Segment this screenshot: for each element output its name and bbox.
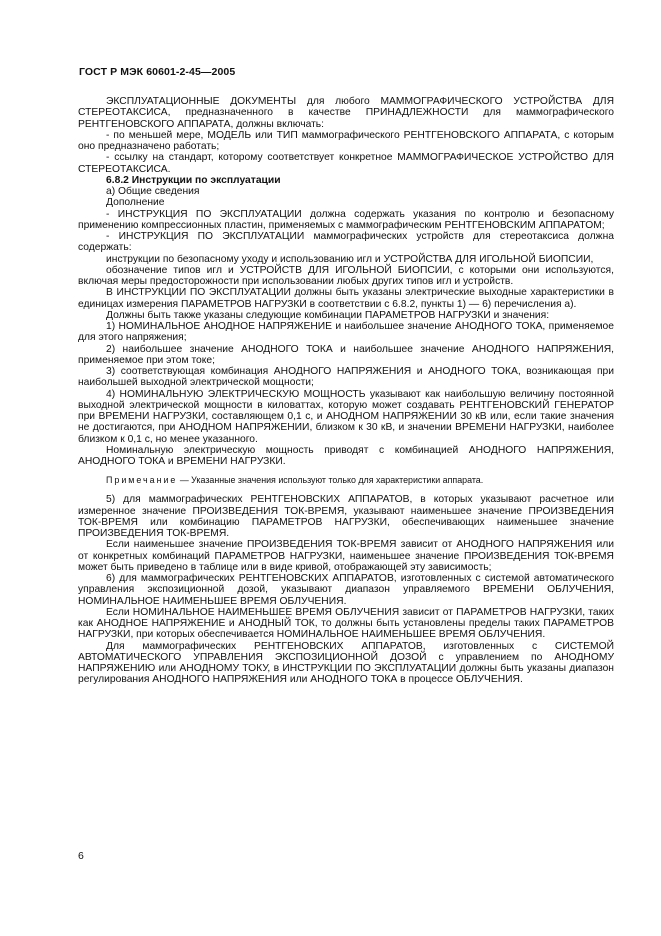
paragraph: 5) для маммографических РЕНТГЕНОВСКИХ АППАРАТОВ, в которых указывают расчетное или измеренное значение ПРОИЗВЕДЕНИЯ ТОК-ВРЕМЯ, указывают наименьшее значение ПРОИЗВЕДЕНИЯ ТОК-ВРЕМЯ или комбинацию ПАРАМЕТРОВ НАГРУЗКИ, обеспечивающих наименьшее значение ПРОИЗВЕДЕНИЯ ТОК-ВРЕМЯ.: [78, 494, 614, 539]
paragraph: - ИНСТРУКЦИЯ ПО ЭКСПЛУАТАЦИИ маммографических устройств для стереотаксиса должна содержать:: [78, 231, 614, 254]
paragraph: Дополнение: [106, 197, 165, 209]
paragraph: 6) для маммографических РЕНТГЕНОВСКИХ АППАРАТОВ, изготовленных с системой автоматического управления экспозиционной дозой, указывают диапазон управляемого ВРЕМЕНИ ОБЛУЧЕНИЯ, НОМИНАЛЬНОЕ НАИМЕНЬШЕЕ ВРЕМЯ ОБЛУЧЕНИЯ.: [78, 573, 614, 607]
paragraph: 2) наибольшее значение АНОДНОГО ТОКА и наибольшее значение АНОДНОГО НАПРЯЖЕНИЯ, применяемое при этом токе;: [78, 343, 614, 366]
section-heading: 6.8.2 Инструкции по эксплуатации: [106, 174, 281, 186]
paragraph: инструкции по безопасному уходу и использованию игл и УСТРОЙСТВА ДЛЯ ИГОЛЬНОЙ БИОПСИИ,: [106, 253, 594, 265]
paragraph: а) Общие сведения: [106, 186, 200, 197]
document-header: ГОСТ Р МЭК 60601-2-45—2005: [79, 66, 236, 78]
paragraph: Для маммографических РЕНТГЕНОВСКИХ АППАРАТОВ, изготовленных с СИСТЕМОЙ АВТОМАТИЧЕСКОГО УПРАВЛЕНИЯ ЭКСПОЗИЦИОННОЙ ДОЗОЙ с управлением по АНОДНОМУ НАПРЯЖЕНИЮ или АНОДНОМУ ТОКУ, в ИНСТРУКЦИИ ПО ЭКСПЛУАТАЦИИ должны быть указаны диапазон регулирования АНОДНОГО НАПРЯЖЕНИЯ или АНОДНОГО ТОКА в процессе ОБЛУЧЕНИЯ.: [78, 640, 614, 686]
paragraph: Должны быть также указаны следующие комбинации ПАРАМЕТРОВ НАГРУЗКИ и значения:: [106, 309, 550, 321]
paragraph: Если наименьшее значение ПРОИЗВЕДЕНИЯ ТОК-ВРЕМЯ зависит от АНОДНОГО НАПРЯЖЕНИЯ или от конкретных комбинаций ПАРАМЕТРОВ НАГРУЗКИ, наименьшее значение ПРОИЗВЕДЕНИЯ ТОК-ВРЕМЯ может быть приведено в таблице или в виде кривой, отображающей эту зависимость;: [78, 539, 614, 573]
paragraph: 1) НОМИНАЛЬНОЕ АНОДНОЕ НАПРЯЖЕНИЕ и наибольшее значение АНОДНОГО ТОКА, применяемое для этого напряжения;: [78, 321, 614, 344]
paragraph: 3) соответствующая комбинация АНОДНОГО НАПРЯЖЕНИЯ и АНОДНОГО ТОКА, возникающая при наибольшей выходной электрической мощности;: [78, 366, 614, 389]
page-number: 6: [78, 850, 84, 862]
document-body: [78, 96, 614, 686]
paragraph: Номинальную электрическую мощность приводят с комбинацией АНОДНОГО НАПРЯЖЕНИЯ, АНОДНОГО ТОКА и ВРЕМЕНИ НАГРУЗКИ.: [78, 444, 614, 467]
paragraph: - ссылку на стандарт, которому соответствует конкретное МАММОГРАФИЧЕСКОЕ УСТРОЙСТВО ДЛЯ СТЕРЕОТАКСИСА.: [78, 152, 614, 175]
paragraph: - по меньшей мере, МОДЕЛЬ или ТИП маммографического РЕНТГЕНОВСКОГО АППАРАТА, с которым оно предназначено работать;: [78, 129, 614, 152]
note-label: Примечание: [106, 475, 178, 486]
paragraph: ЭКСПЛУАТАЦИОННЫЕ ДОКУМЕНТЫ для любого МАММОГРАФИЧЕСКОГО УСТРОЙСТВА ДЛЯ СТЕРЕОТАКСИСА, предназначенного в качестве ПРИНАДЛЕЖНОСТИ для маммографического РЕНТГЕНОВСКОГО АППАРАТА, должны включать:: [78, 96, 614, 130]
paragraph: - ИНСТРУКЦИЯ ПО ЭКСПЛУАТАЦИИ должна содержать указания по контролю и безопасному применению компрессионных пластин, применяемых с маммографическим РЕНТГЕНОВСКИМ АППАРАТОМ;: [78, 208, 614, 231]
note-paragraph: [78, 475, 614, 486]
paragraph: В ИНСТРУКЦИИ ПО ЭКСПЛУАТАЦИИ должны быть указаны электрические выходные характеристики в единицах измерения ПАРАМЕТРОВ НАГРУЗКИ в соответствии с 6.8.2, пункты 1) — 6) перечисления а).: [78, 287, 614, 310]
paragraph: 4) НОМИНАЛЬНУЮ ЭЛЕКТРИЧЕСКУЮ МОЩНОСТЬ указывают как наибольшую величину постоянной выходной электрической мощности в киловаттах, которую может создавать РЕНТГЕНОВСКИЙ ГЕНЕРАТОР при ВРЕМЕНИ НАГРУЗКИ, составляющем 0,1 с, и АНОДНОМ НАПРЯЖЕНИИ 30 кВ или, если такие значения не достигаются, при АНОДНОМ НАПРЯЖЕНИИ, близком к 30 кВ, и значении ВРЕМЕНИ НАГРУЗКИ, наиболее близком к 0,1 с, но менее указанного.: [78, 388, 614, 445]
note-text: — Указанные значения используют только для характеристики аппарата.: [177, 475, 484, 486]
paragraph: обозначение типов игл и УСТРОЙСТВ ДЛЯ ИГОЛЬНОЙ БИОПСИИ, с которыми они используются, включая меры предосторожности при использовании любых других типов игл и устройств.: [78, 264, 614, 287]
paragraph: Если НОМИНАЛЬНОЕ НАИМЕНЬШЕЕ ВРЕМЯ ОБЛУЧЕНИЯ зависит от ПАРАМЕТРОВ НАГРУЗКИ, таких как АНОДНОЕ НАПРЯЖЕНИЕ и АНОДНЫЙ ТОК, то должны быть установлены пределы таких ПАРАМЕТРОВ НАГРУЗКИ, при которых обеспечивается НОМИНАЛЬНОЕ НАИМЕНЬШЕЕ ВРЕМЯ ОБЛУЧЕНИЯ.: [78, 606, 614, 641]
